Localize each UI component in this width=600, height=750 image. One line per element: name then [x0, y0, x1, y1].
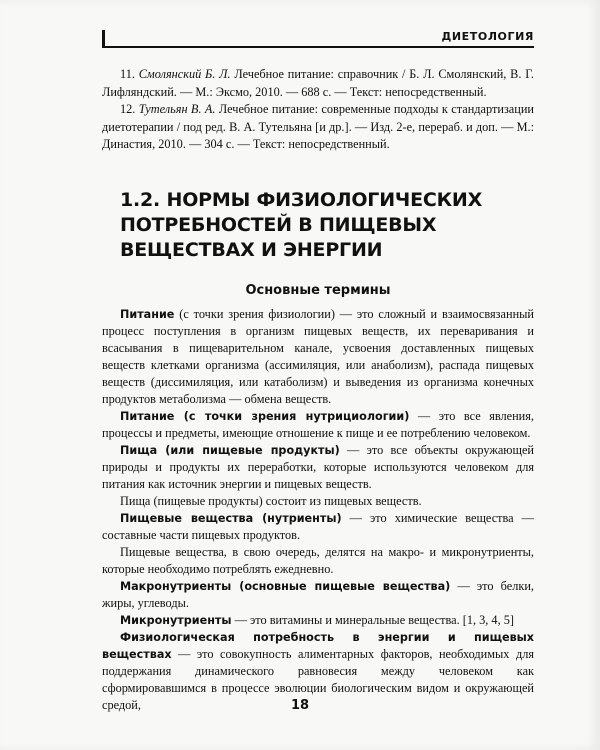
section-subheading: Основные термины	[245, 282, 391, 298]
definition-paragraph: Пищевые вещества (нутриенты) — это химические вещества — составные части пищевых продуктов.	[102, 510, 534, 542]
definition-paragraph: Питание (с точки зрения нутрициологии) — это все явления, процессы и предметы, имеющие отношение к пище и ее потреблению человеком.	[102, 408, 534, 440]
term: Питание (с точки зрения нутрициологии)	[120, 409, 410, 423]
reference-author: Тутельян В. А.	[138, 102, 216, 117]
term: Макронутриенты (основные пищевые вещества)	[120, 579, 451, 593]
term: Микронутриенты	[120, 613, 232, 627]
page-number: 18	[290, 698, 310, 713]
reference-item: 11. Смолянский Б. Л. Лечебное питание: справочник / Б. Л. Смолянский, В. Г. Лифляндский. — М.: Эксмо, 2010. — 688 с. — Текст: непосредственный.	[102, 67, 534, 99]
term: Пищевые вещества (нутриенты)	[120, 511, 342, 525]
header-rule	[102, 46, 534, 48]
page-content	[102, 66, 534, 714]
definition-paragraph: Питание (с точки зрения физиологии) — это сложный и взаимосвязанный процесс поступления в организм пищевых веществ, их переваривания и всасывания в пищеварительном канале, усвоения доставленных пищевых веществ клетками организма (ассимиляция, или анаболизм), распада пищевых веществ (диссимиляция, или катаболизм) и выведения из организма конечных продуктов метаболизма — обмена веществ.	[102, 306, 534, 406]
definition-paragraph: Физиологическая потребность в энергии и пищевых веществах — это совокупность алиментарных факторов, необходимых для поддержания динамического равновесия между человеком как сформировавшимся в процессе эволюции биологическим видом и окружающей средой,	[102, 630, 534, 712]
term: Физиологическая потребность в энергии и пищевых веществах	[102, 630, 534, 661]
body-paragraph: Пища (пищевые продукты) состоит из пищевых веществ.	[120, 493, 422, 508]
definition-paragraph: Макронутриенты (основные пищевые вещества) — это белки, жиры, углеводы.	[102, 578, 534, 610]
body-paragraph: Пищевые вещества, в свою очередь, делятся на макро- и микронутриенты, которые необходимо потреблять ежедневно.	[102, 544, 534, 576]
definition-paragraph: Пища (или пищевые продукты) — это все объекты окружающей природы и продукты их переработки, которые используются человеком для питания как источник энергии и пищевых веществ.	[102, 442, 534, 491]
term: Пища (или пищевые продукты)	[120, 443, 340, 457]
reference-item: 12. Тутельян В. А. Лечебное питание: современные подходы к стандартизации диетотерапии / под ред. В. А. Тутельяна [и др.]. — Изд. 2-е, перераб. и доп. — М.: Династия, 2010. — 304 с. — Текст: непосредственный.	[102, 102, 535, 152]
running-title: ДИЕТОЛОГИЯ	[441, 30, 534, 43]
section-title: 1.2. НОРМЫ ФИЗИОЛОГИЧЕСКИХ ПОТРЕБНОСТЕЙ В ПИЩЕВЫХ ВЕЩЕСТВАХ И ЭНЕРГИИ	[120, 188, 483, 261]
definition-paragraph: Микронутриенты — это витамины и минеральные вещества. [1, 3, 4, 5]	[120, 612, 514, 627]
reference-author: Смолянский Б. Л.	[138, 67, 231, 81]
term: Питание	[120, 307, 175, 321]
